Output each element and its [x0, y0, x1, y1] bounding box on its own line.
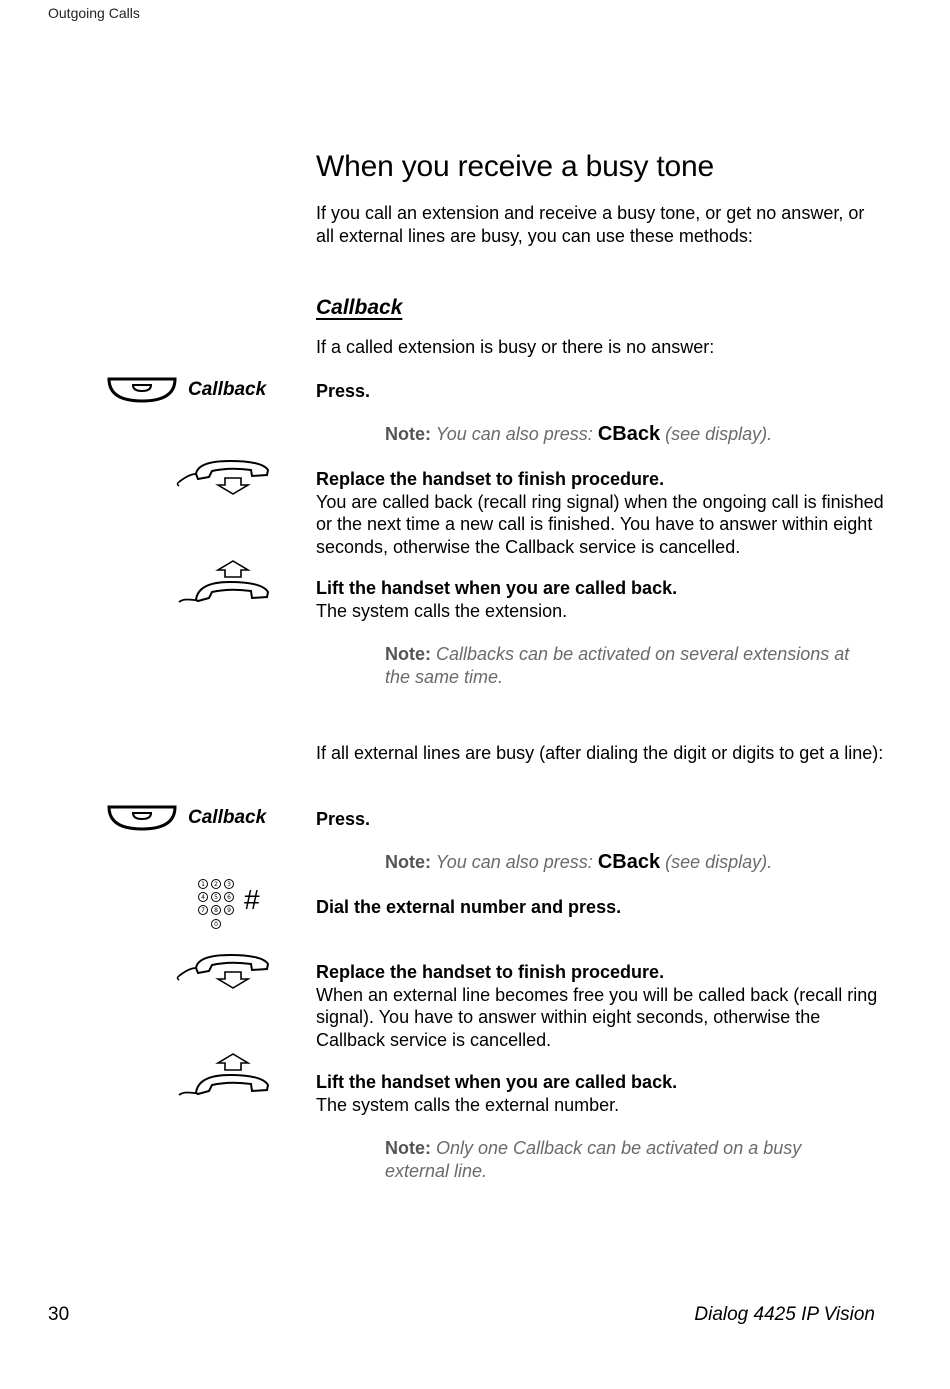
note-text: You can also press: [435, 424, 593, 444]
running-header: Outgoing Calls [48, 5, 140, 21]
note-one-callback [385, 1137, 845, 1182]
handset-up-icon [174, 1053, 272, 1099]
press-instruction: Press. [316, 809, 371, 829]
keypad-digit: 2 [214, 881, 218, 888]
note-text: (see display). [665, 424, 773, 444]
keypad-digit: 7 [201, 907, 205, 914]
product-name: Dialog 4425 IP Vision [694, 1304, 875, 1325]
lift-step-extension [316, 577, 886, 622]
handset-down-icon [174, 458, 272, 496]
replace-title: Replace the handset to finish procedure. [316, 469, 665, 489]
dial-instruction: Dial the external number and press. [316, 897, 622, 917]
lift-text: The system calls the external number. [316, 1094, 620, 1115]
note-label: Note: [385, 644, 431, 664]
replace-step-extension [316, 468, 886, 558]
lift-step-external [316, 1071, 886, 1116]
keypad-icon [197, 877, 239, 933]
press-instruction: Press. [316, 381, 371, 401]
keypad-digit: 6 [227, 894, 231, 901]
note-also-press [385, 851, 885, 874]
replace-text: You are called back (recall ring signal) when the ongoing call is finished or the next time a new call is finished. You have to answer within eight seconds, otherwise the Callback service is cancelled. [316, 491, 884, 557]
note-several-extensions [385, 643, 875, 688]
note-label: Note: [385, 852, 431, 872]
keypad-digit: 3 [227, 881, 231, 888]
note-also-press [385, 423, 885, 446]
keypad-digit: 1 [201, 881, 205, 888]
note-label: Note: [385, 424, 431, 444]
handset-down-icon [174, 952, 272, 990]
replace-title: Replace the handset to finish procedure. [316, 962, 665, 982]
page-title: When you receive a busy tone [316, 150, 714, 183]
callback-key-label: Callback [188, 807, 267, 828]
extension-intro: If a called extension is busy or there is no answer: [316, 337, 715, 357]
lift-title: Lift the handset when you are called back. [316, 578, 678, 598]
note-text: You can also press: [435, 852, 593, 872]
note-text: (see display). [665, 852, 773, 872]
soft-key-icon [106, 376, 178, 404]
page-number: 30 [48, 1304, 70, 1325]
external-intro: If all external lines are busy (after dialing the digit or digits to get a line): [316, 743, 884, 763]
keypad-digit: 8 [214, 907, 218, 914]
keypad-digit: 5 [214, 894, 218, 901]
intro-text: If you call an extension and receive a busy tone, or get no answer, or all external lines are busy, you can use these methods: [316, 203, 865, 246]
keypad-digit: 9 [227, 907, 231, 914]
note-text: Callbacks can be activated on several extensions at the same time. [385, 644, 850, 687]
cback-softkey-text: CBack [597, 851, 661, 873]
note-label: Note: [385, 1138, 431, 1158]
replace-text: When an external line becomes free you will be called back (recall ring signal). You have to answer within eight seconds, otherwise the Callback service is cancelled. [316, 984, 878, 1050]
replace-step-external [316, 961, 886, 1051]
callback-heading: Callback [316, 296, 403, 319]
lift-title: Lift the handset when you are called back. [316, 1072, 678, 1092]
hash-key-icon: # [244, 884, 260, 915]
soft-key-icon [106, 804, 178, 832]
keypad-digit: 4 [201, 894, 205, 901]
cback-softkey-text: CBack [597, 423, 661, 445]
lift-text: The system calls the extension. [316, 600, 568, 621]
callback-key-label: Callback [188, 379, 267, 400]
keypad-digit: 0 [214, 921, 218, 928]
note-text: Only one Callback can be activated on a busy external line. [385, 1138, 802, 1181]
handset-up-icon [174, 560, 272, 606]
